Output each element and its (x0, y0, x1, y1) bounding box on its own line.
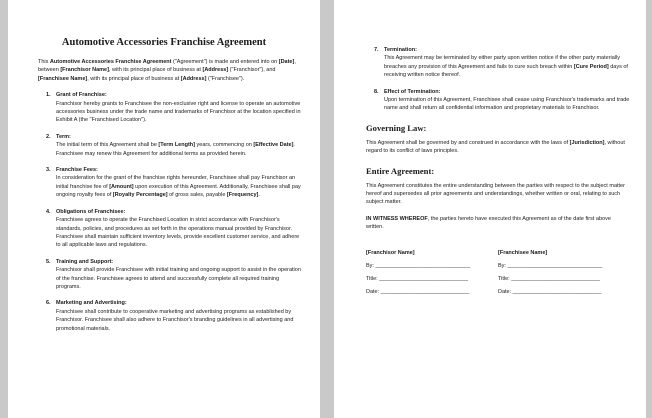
clause-training (38, 258, 304, 292)
placeholder-text: [Date] (278, 59, 295, 65)
placeholder-text: [Jurisdiction] (569, 139, 605, 146)
witness-paragraph: IN WITNESS WHEREOF, the parties hereto have executed this Agreement as of the date first above written. (366, 215, 611, 231)
clause-number: 5. (46, 258, 51, 265)
clause-number: 1. (46, 92, 51, 99)
clause-heading: Term: (56, 133, 71, 140)
placeholder-text: IN WITNESS WHEREOF (366, 215, 428, 222)
clause-heading: Effect of Termination: (384, 88, 441, 95)
clause-heading: Training and Support: (56, 258, 114, 265)
clause-body: Franchisee agrees to operate the Franchised Location in strict accordance with Franchisor's standards, policies, and procedures as set forth in the operations manual provided by Franchisor. Franchisee shall maintain sufficient inventory levels, provide excellent customer service, and adhere to all applicable laws and regulations. (56, 217, 300, 249)
governing-law-paragraph: This Agreement shall be governed by and construed in accordance with the laws of [Jurisdiction], without regard to its conflict of laws principles. (366, 139, 625, 155)
signature-date-line: Date: _____________________________ (498, 288, 602, 295)
signature-by-line: By: _______________________________ (366, 262, 471, 269)
placeholder-text: [Effective Date] (253, 142, 294, 149)
clause-term (38, 133, 304, 158)
clause-number: 2. (46, 133, 51, 140)
clause-body: This Agreement may be terminated by either party upon written notice if the other party materially breaches any provision of this Agreement and fails to cure such breach within [Cure Period] days of receiving written notice thereof. (384, 55, 628, 79)
signature-date-line: Date: _____________________________ (366, 288, 470, 295)
intro-paragraph: This Automotive Accessories Franchise Agreement ("Agreement") is made and entered into on [Date], between [Franchisor Name], with its principal place of business at [Address] ("Franchisor"), and [Franchisee Name], with its principal place of business at [Address] ("Franchisee"). (38, 59, 296, 82)
placeholder-text: [Cure Period] (573, 63, 609, 70)
signatory-name: [Franchisee Name] (498, 249, 548, 256)
clause-effect-of-termination (366, 88, 630, 113)
clause-body: In consideration for the grant of the franchise rights hereunder, Franchisee shall pay Franchisor an initial franchise fee of [Amount] upon execution of this Agreement. Additionally, Franchisee shall pay ongoing royalty fees of [Royalty Percentage] of gross sales, payable [Frequency]. (56, 175, 301, 199)
clause-number: 8. (374, 88, 379, 95)
clause-body: Upon termination of this Agreement, Franchisee shall cease using Franchisor's trademarks and trade name and shall return all confidential information and proprietary materials to Franchisor. (384, 97, 630, 112)
clause-heading: Marketing and Advertising: (56, 300, 127, 307)
placeholder-text: [Address] (202, 67, 229, 74)
clause-marketing (38, 299, 304, 333)
clause-body: The initial term of this Agreement shall be [Term Length] years, commencing on [Effective Date]. Franchisee may renew this Agreement for additional terms as provided herein. (56, 142, 295, 157)
clause-termination (366, 46, 630, 80)
governing-law-heading: Governing Law: (366, 122, 427, 133)
document-title: Automotive Accessories Franchise Agreement (61, 37, 267, 48)
entire-agreement-paragraph: This Agreement constitutes the entire understanding between the parties with respect to the subject matter hereof and supersedes all prior agreements and understandings, whether written or oral, relating to such subject matter. (366, 182, 625, 206)
signature-title-line: Title: _____________________________ (366, 275, 468, 282)
clause-heading: Obligations of Franchisee: (56, 208, 126, 215)
document-page-2 (334, 0, 646, 418)
clause-body: Franchisee shall contribute to cooperative marketing and advertising programs as established by Franchisor. Franchisee shall also adhere to Franchisor's branding guidelines in all advertising and promotional materials. (56, 308, 294, 332)
placeholder-text: Automotive Accessories Franchise Agreement (49, 59, 172, 65)
clause-heading: Franchise Fees: (56, 167, 98, 174)
signature-title-line: Title: _____________________________ (498, 275, 600, 282)
signature-franchisor (366, 250, 498, 302)
clause-grant-of-franchise (38, 91, 304, 125)
clause-number: 4. (46, 208, 51, 215)
signature-franchisee (498, 250, 630, 302)
placeholder-text: [Royalty Percentage] (112, 192, 168, 199)
clause-number: 6. (46, 300, 51, 307)
clause-body: Franchisor hereby grants to Franchisee the non-exclusive right and license to operate an automotive accessories business under the trade name and trademarks of Franchisor at the location specified in Exhibit A (the "Franchised Location"). (56, 100, 301, 124)
clause-franchise-fees (38, 166, 304, 200)
clause-heading: Termination: (384, 47, 417, 53)
placeholder-text: [Franchisor Name] (60, 67, 109, 74)
placeholder-text: [Franchisee Name] (38, 75, 88, 82)
placeholder-text: [Address] (180, 75, 207, 82)
clause-number: 7. (374, 47, 379, 53)
placeholder-text: [Term Length] (158, 142, 195, 149)
entire-agreement-heading: Entire Agreement: (366, 165, 435, 176)
placeholder-text: [Amount] (109, 183, 134, 190)
document-page-1 (8, 0, 320, 418)
placeholder-text: [Frequency] (226, 192, 259, 199)
clause-number: 3. (46, 167, 51, 174)
signature-block (366, 250, 630, 302)
clause-heading: Grant of Franchise: (56, 92, 107, 99)
signature-by-line: By: _______________________________ (498, 262, 603, 269)
clause-obligations (38, 208, 304, 250)
signatory-name: [Franchisor Name] (366, 249, 415, 256)
clause-body: Franchisor shall provide Franchisee with initial training and ongoing support to assist in the operation of the franchise. Franchisee agrees to attend and successfully complete all required training programs. (56, 267, 301, 290)
